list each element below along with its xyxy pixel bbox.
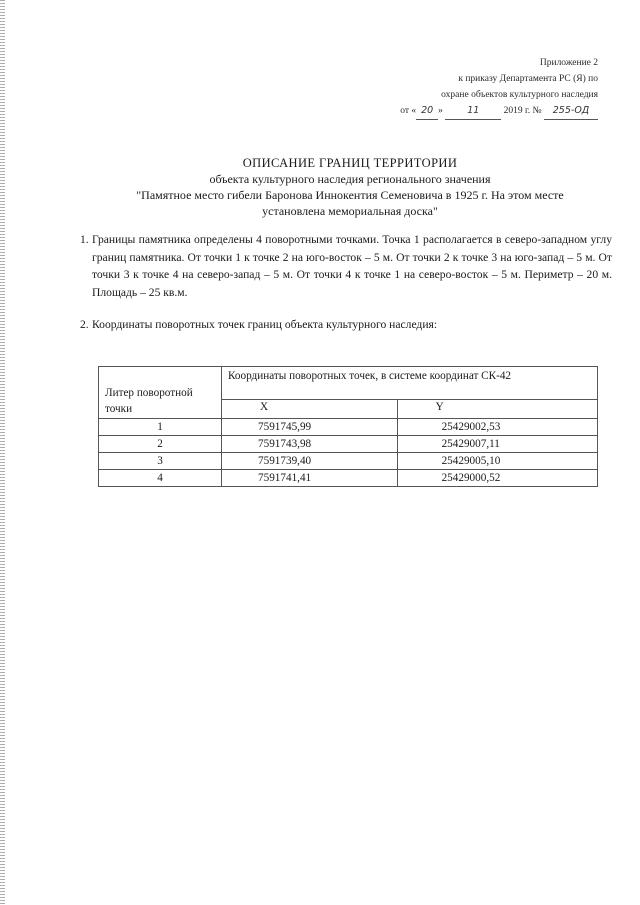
cell-point: 3 <box>99 453 222 470</box>
object-name: "Памятное место гибели Баронова Иннокентия Семеновича в 1925 г. На этом месте установлена мемориальная доска" <box>136 188 564 218</box>
cell-point: 1 <box>99 419 222 436</box>
paragraph-text: Границы памятника определены 4 поворотными точками. Точка 1 располагается в северо-западном углу границ памятника. От точки 1 к точке 2 на юго-восток – 5 м. От точки 2 к точке 3 на юго-запад – 5 м. От точки 3 к точке 4 на северо-запад – 5 м. От точки 4 к точке 1 на северо-восток – 5 м. Периметр – 20 м. Площадь – 25 кв.м. <box>92 233 612 299</box>
header-y: Y <box>397 400 597 419</box>
table-row <box>99 436 598 453</box>
cell-y: 25429000,52 <box>397 470 597 487</box>
table-row <box>99 470 598 487</box>
appendix-header <box>378 55 598 120</box>
paragraph-coordinates-intro <box>80 316 612 334</box>
header-point-label: Литер поворотной точки <box>99 367 222 419</box>
paragraph-text: Координаты поворотных точек границ объекта культурного наследия: <box>92 318 438 331</box>
coordinates-table <box>98 366 598 487</box>
table-row <box>99 453 598 470</box>
appendix-line-2: к приказу Департамента РС (Я) по <box>458 74 598 84</box>
cell-x: 7591739,40 <box>222 453 398 470</box>
scan-binding-edge <box>0 0 5 905</box>
date-prefix: от « <box>400 106 417 116</box>
table-row <box>99 419 598 436</box>
appendix-line-1: Приложение 2 <box>539 58 598 68</box>
paragraph-number: 2. <box>80 318 89 331</box>
cell-x: 7591741,41 <box>222 470 398 487</box>
paragraph-number: 1. <box>80 233 89 246</box>
date-year-text: 2019 г. № <box>503 106 542 116</box>
cell-y: 25429007,11 <box>397 436 597 453</box>
handwritten-order-number: 255-ОД <box>544 103 598 120</box>
cell-y: 25429005,10 <box>397 453 597 470</box>
handwritten-day: 20 <box>416 103 438 120</box>
cell-y: 25429002,53 <box>397 419 597 436</box>
handwritten-month: 11 <box>445 103 501 120</box>
cell-point: 2 <box>99 436 222 453</box>
appendix-date-line <box>378 103 598 120</box>
document-title: ОПИСАНИЕ ГРАНИЦ ТЕРРИТОРИИ <box>242 156 458 170</box>
document-title-block <box>120 155 580 219</box>
appendix-line-3: охране объектов культурного наследия <box>441 90 598 100</box>
cell-x: 7591743,98 <box>222 436 398 453</box>
paragraph-boundaries <box>80 231 612 301</box>
header-x: X <box>222 400 398 419</box>
document-subtitle: объекта культурного наследия регионального значения <box>209 172 491 186</box>
cell-point: 4 <box>99 470 222 487</box>
date-day-suffix: » <box>438 106 443 116</box>
header-coordinates-group: Координаты поворотных точек, в системе координат СК-42 <box>222 367 598 400</box>
cell-x: 7591745,99 <box>222 419 398 436</box>
